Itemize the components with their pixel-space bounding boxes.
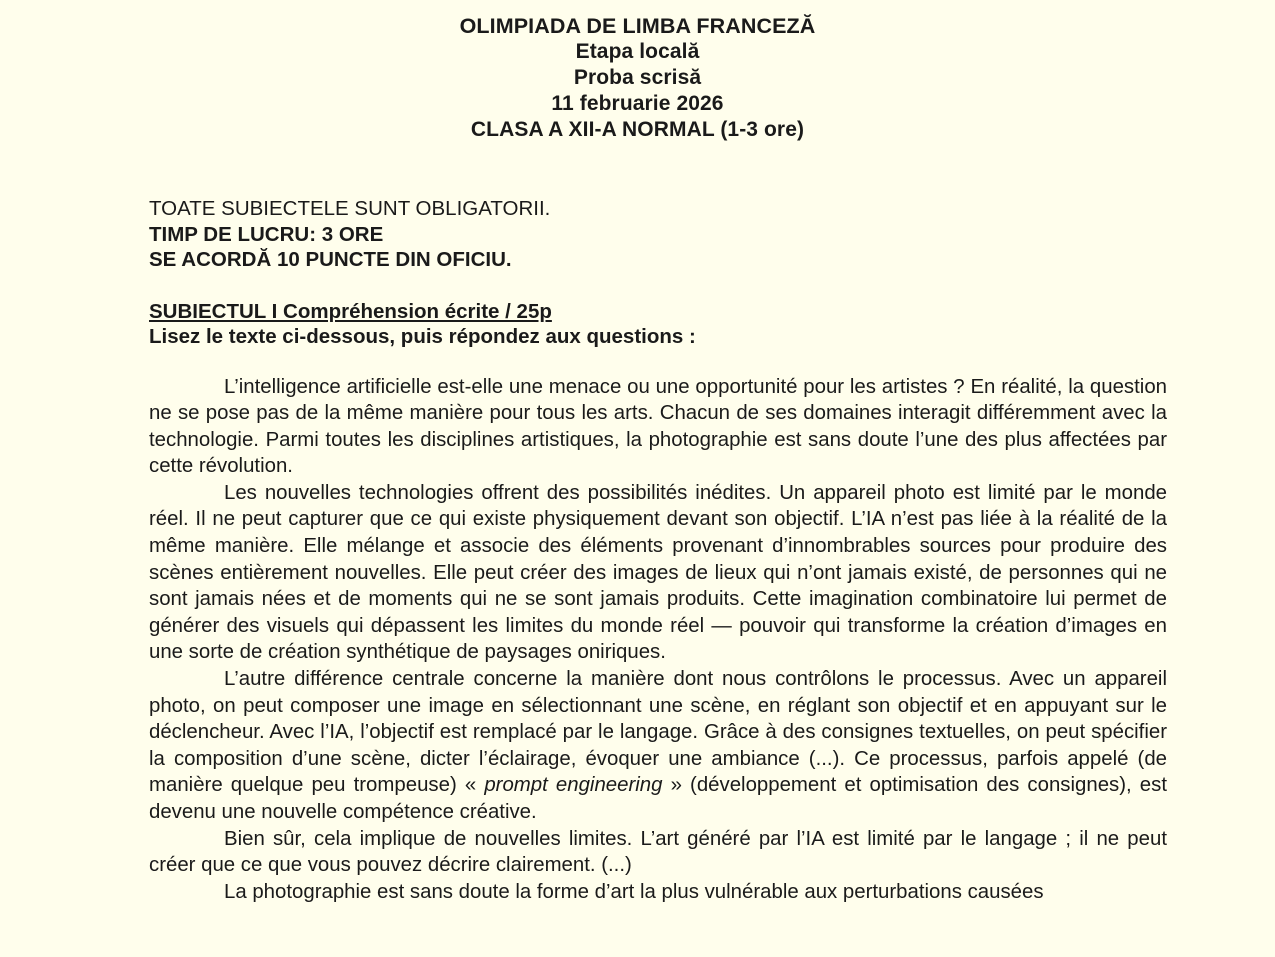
document-header: [0, 0, 1275, 143]
passage-paragraph-1: L’intelligence artificielle est-elle une menace ou une opportunité pour les artistes ? En réalité, la question ne se pose pas de la même manière pour tous les arts. Chacun de ses domaines interagit différemment avec la technologie. Parmi toutes les disciplines artistiques, la photographie est sans doute l’une des plus affectées par cette révolution.: [149, 375, 1167, 478]
instruction-work-time: TIMP DE LUCRU: 3 ORE: [149, 222, 384, 246]
passage-paragraph-3: [149, 666, 1167, 826]
instructions-block: [149, 196, 1167, 273]
subject-instruction: Lisez le texte ci-dessous, puis répondez aux questions :: [149, 325, 696, 348]
document-stage: Etapa locală: [575, 40, 700, 63]
document-title: OLIMPIADA DE LIMBA FRANCEZĂ: [459, 14, 816, 38]
document-class: CLASA A XII-A NORMAL (1-3 ore): [470, 118, 805, 141]
instruction-office-points: SE ACORDĂ 10 PUNCTE DIN OFICIU.: [149, 248, 512, 271]
document-content: [149, 196, 1167, 905]
subject-block: [149, 299, 1167, 350]
instruction-all-mandatory: TOATE SUBIECTELE SUNT OBLIGATORII.: [149, 197, 551, 220]
passage-paragraph-3-part-1: L’autre différence centrale concerne la manière dont nous contrôlons le processus. Avec un appareil photo, on peut composer une image en sélectionnant une scène, en réglant son objectif et en appuyant sur le déclencheur. Avec l’IA, l’objectif est remplacé par le langage. Grâce à des consignes textuelles, on peut spécifier la composition d’une scène, dicter l’éclairage, évoquer une ambiance (...). Ce processus, parfois appelé (de manière quelque peu trompeuse) «: [149, 668, 1167, 797]
subject-heading: SUBIECTUL I Compréhension écrite / 25p: [149, 299, 552, 323]
document-test-type: Proba scrisă: [573, 66, 702, 89]
passage-paragraph-5: La photographie est sans doute la forme d’art la plus vulnérable aux perturbations causées: [224, 880, 1044, 903]
document-date: 11 februarie 2026: [551, 92, 724, 115]
passage-paragraph-4: Bien sûr, cela implique de nouvelles limites. L’art généré par l’IA est limité par le langage ; il ne peut créer que ce que vous pouvez décrire clairement. (...): [149, 827, 1167, 877]
prompt-engineering-term: prompt engineering: [484, 774, 663, 797]
subject-heading-line: [149, 299, 1167, 325]
passage-paragraph-2: Les nouvelles technologies offrent des possibilités inédites. Un appareil photo est limité par le monde réel. Il ne peut capturer que ce qui existe physiquement devant son objectif. L’IA n’est pas liée à la réalité de la même manière. Elle mélange et associe des éléments provenant d’innombrables sources pour produire des scènes entièrement nouvelles. Elle peut créer des images de lieux qui n’ont jamais existé, de personnes qui ne sont jamais nées et de moments qui ne se sont jamais produits. Cette imagination combinatoire lui permet de générer des visuels qui dépassent les limites du monde réel — pouvoir qui transforme la création d’images en une sorte de création synthétique de paysages oniriques.: [149, 481, 1167, 664]
reading-passage: [149, 374, 1167, 906]
passage-paragraph-3-part-2: » (développement et optimisation des consignes), est devenu une nouvelle compétence créative.: [149, 774, 1167, 823]
